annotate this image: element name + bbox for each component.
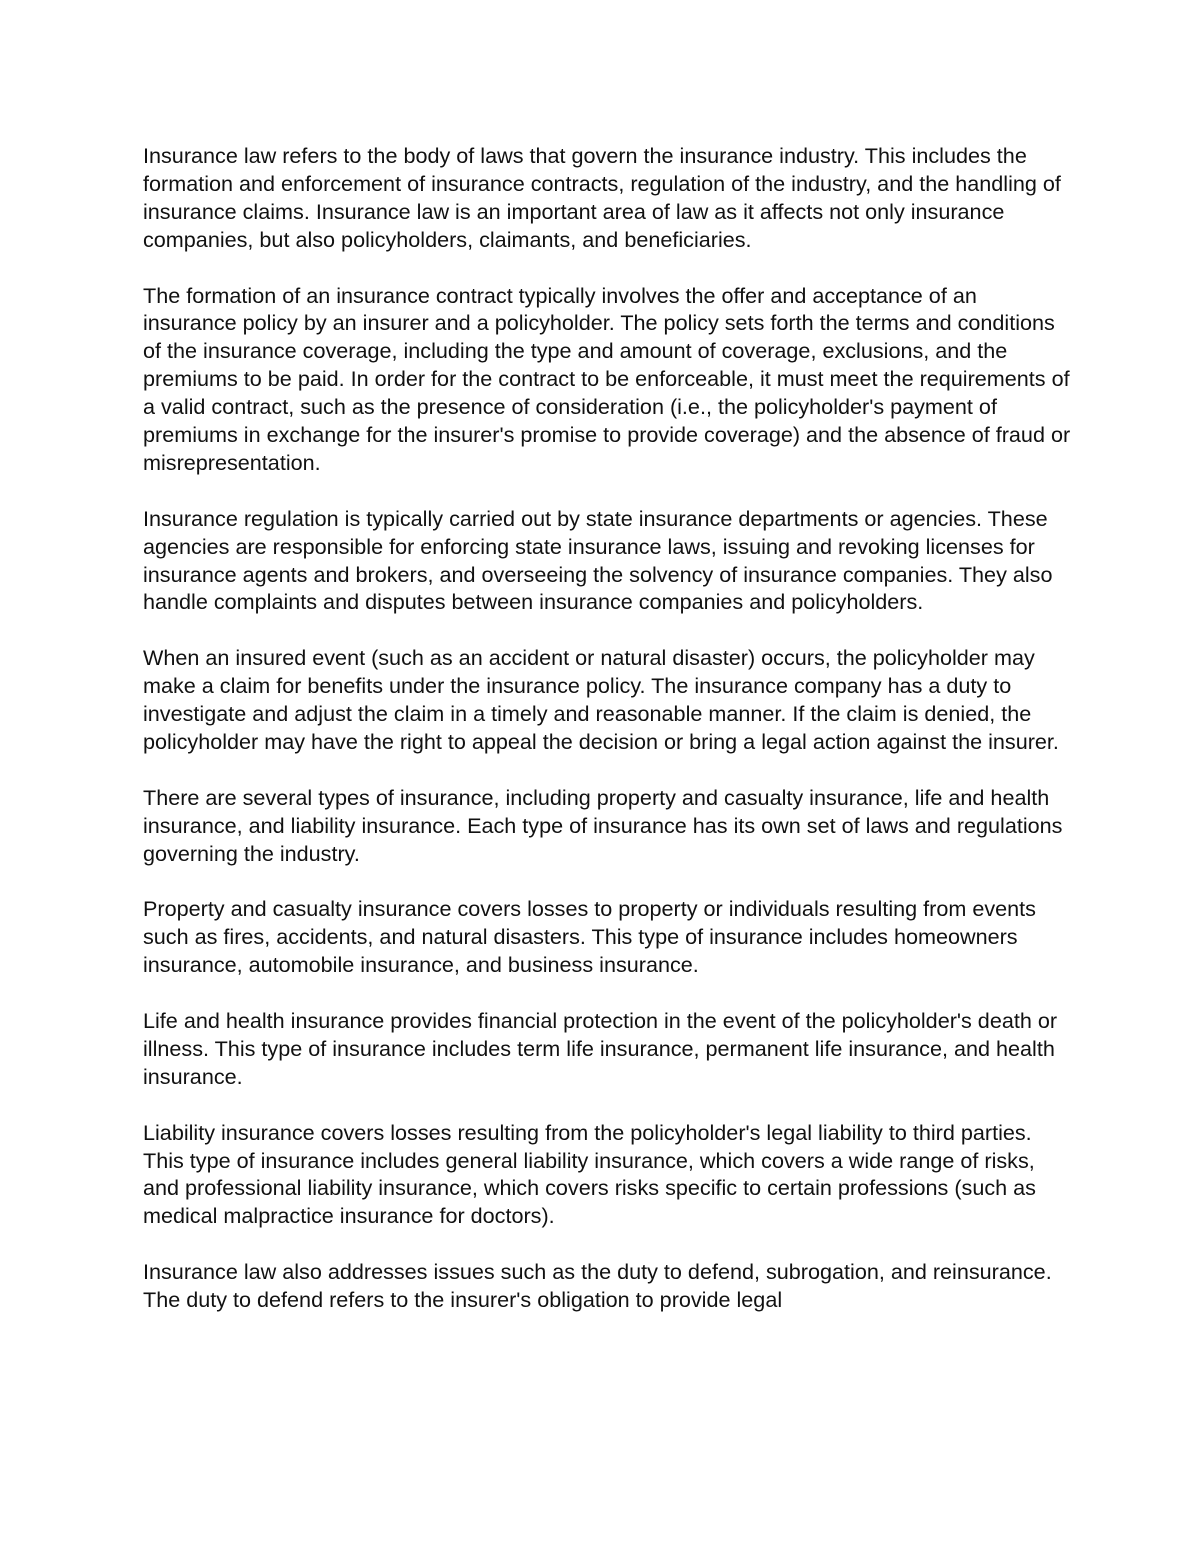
paragraph-contract-formation: The formation of an insurance contract typically involves the offer and acceptance of an insurance policy by an insurer and a policyholder. The policy sets forth the terms and conditions of the insurance coverage, including the type and amount of coverage, exclusions, and the premiums to be paid. In order for the contract to be enforceable, it must meet the requirements of a valid contract, such as the presence of consideration (i.e., the policyholder's payment of premiums in exchange for the insurer's promise to provide coverage) and the absence of fraud or misrepresentation. <box>143 282 1071 475</box>
paragraph-claims: When an insured event (such as an accident or natural disaster) occurs, the policyholder may make a claim for benefits under the insurance policy. The insurance company has a duty to investigate and adjust the claim in a timely and reasonable manner. If the claim is denied, the policyholder may have the right to appeal the decision or bring a legal action against the insurer. <box>143 645 1059 754</box>
paragraph-insurance-law-overview: Insurance law refers to the body of laws that govern the insurance industry. This includes the formation and enforcement of insurance contracts, regulation of the industry, and the handling of insurance claims. Insurance law is an important area of law as it affects not only insurance companies, but also policyholders, claimants, and beneficiaries. <box>143 143 1061 252</box>
paragraph-types-of-insurance: There are several types of insurance, including property and casualty insurance, life and health insurance, and liability insurance. Each type of insurance has its own set of laws and regulations governing the industry. <box>143 784 1063 866</box>
paragraph-insurance-regulation: Insurance regulation is typically carried out by state insurance departments or agencies. These agencies are responsible for enforcing state insurance laws, issuing and revoking licenses for insurance agents and brokers, and overseeing the solvency of insurance companies. They also handle complaints and disputes between insurance companies and policyholders. <box>143 505 1053 615</box>
paragraph-duty-to-defend: Insurance law also addresses issues such as the duty to defend, subrogation, and reinsurance. The duty to defend refers to the insurer's obligation to provide legal <box>143 1259 1052 1313</box>
document-body <box>143 142 1073 1314</box>
paragraph-life-health: Life and health insurance provides financial protection in the event of the policyholder's death or illness. This type of insurance includes term life insurance, permanent life insurance, and health insurance. <box>143 1008 1058 1089</box>
paragraph-property-casualty: Property and casualty insurance covers losses to property or individuals resulting from events such as fires, accidents, and natural disasters. This type of insurance includes homeowners insurance, automobile insurance, and business insurance. <box>143 896 1036 978</box>
paragraph-liability: Liability insurance covers losses resulting from the policyholder's legal liability to third parties. This type of insurance includes general liability insurance, which covers a wide range of risks, and professional liability insurance, which covers risks specific to certain professions (such as medical malpractice insurance for doctors). <box>143 1119 1036 1229</box>
